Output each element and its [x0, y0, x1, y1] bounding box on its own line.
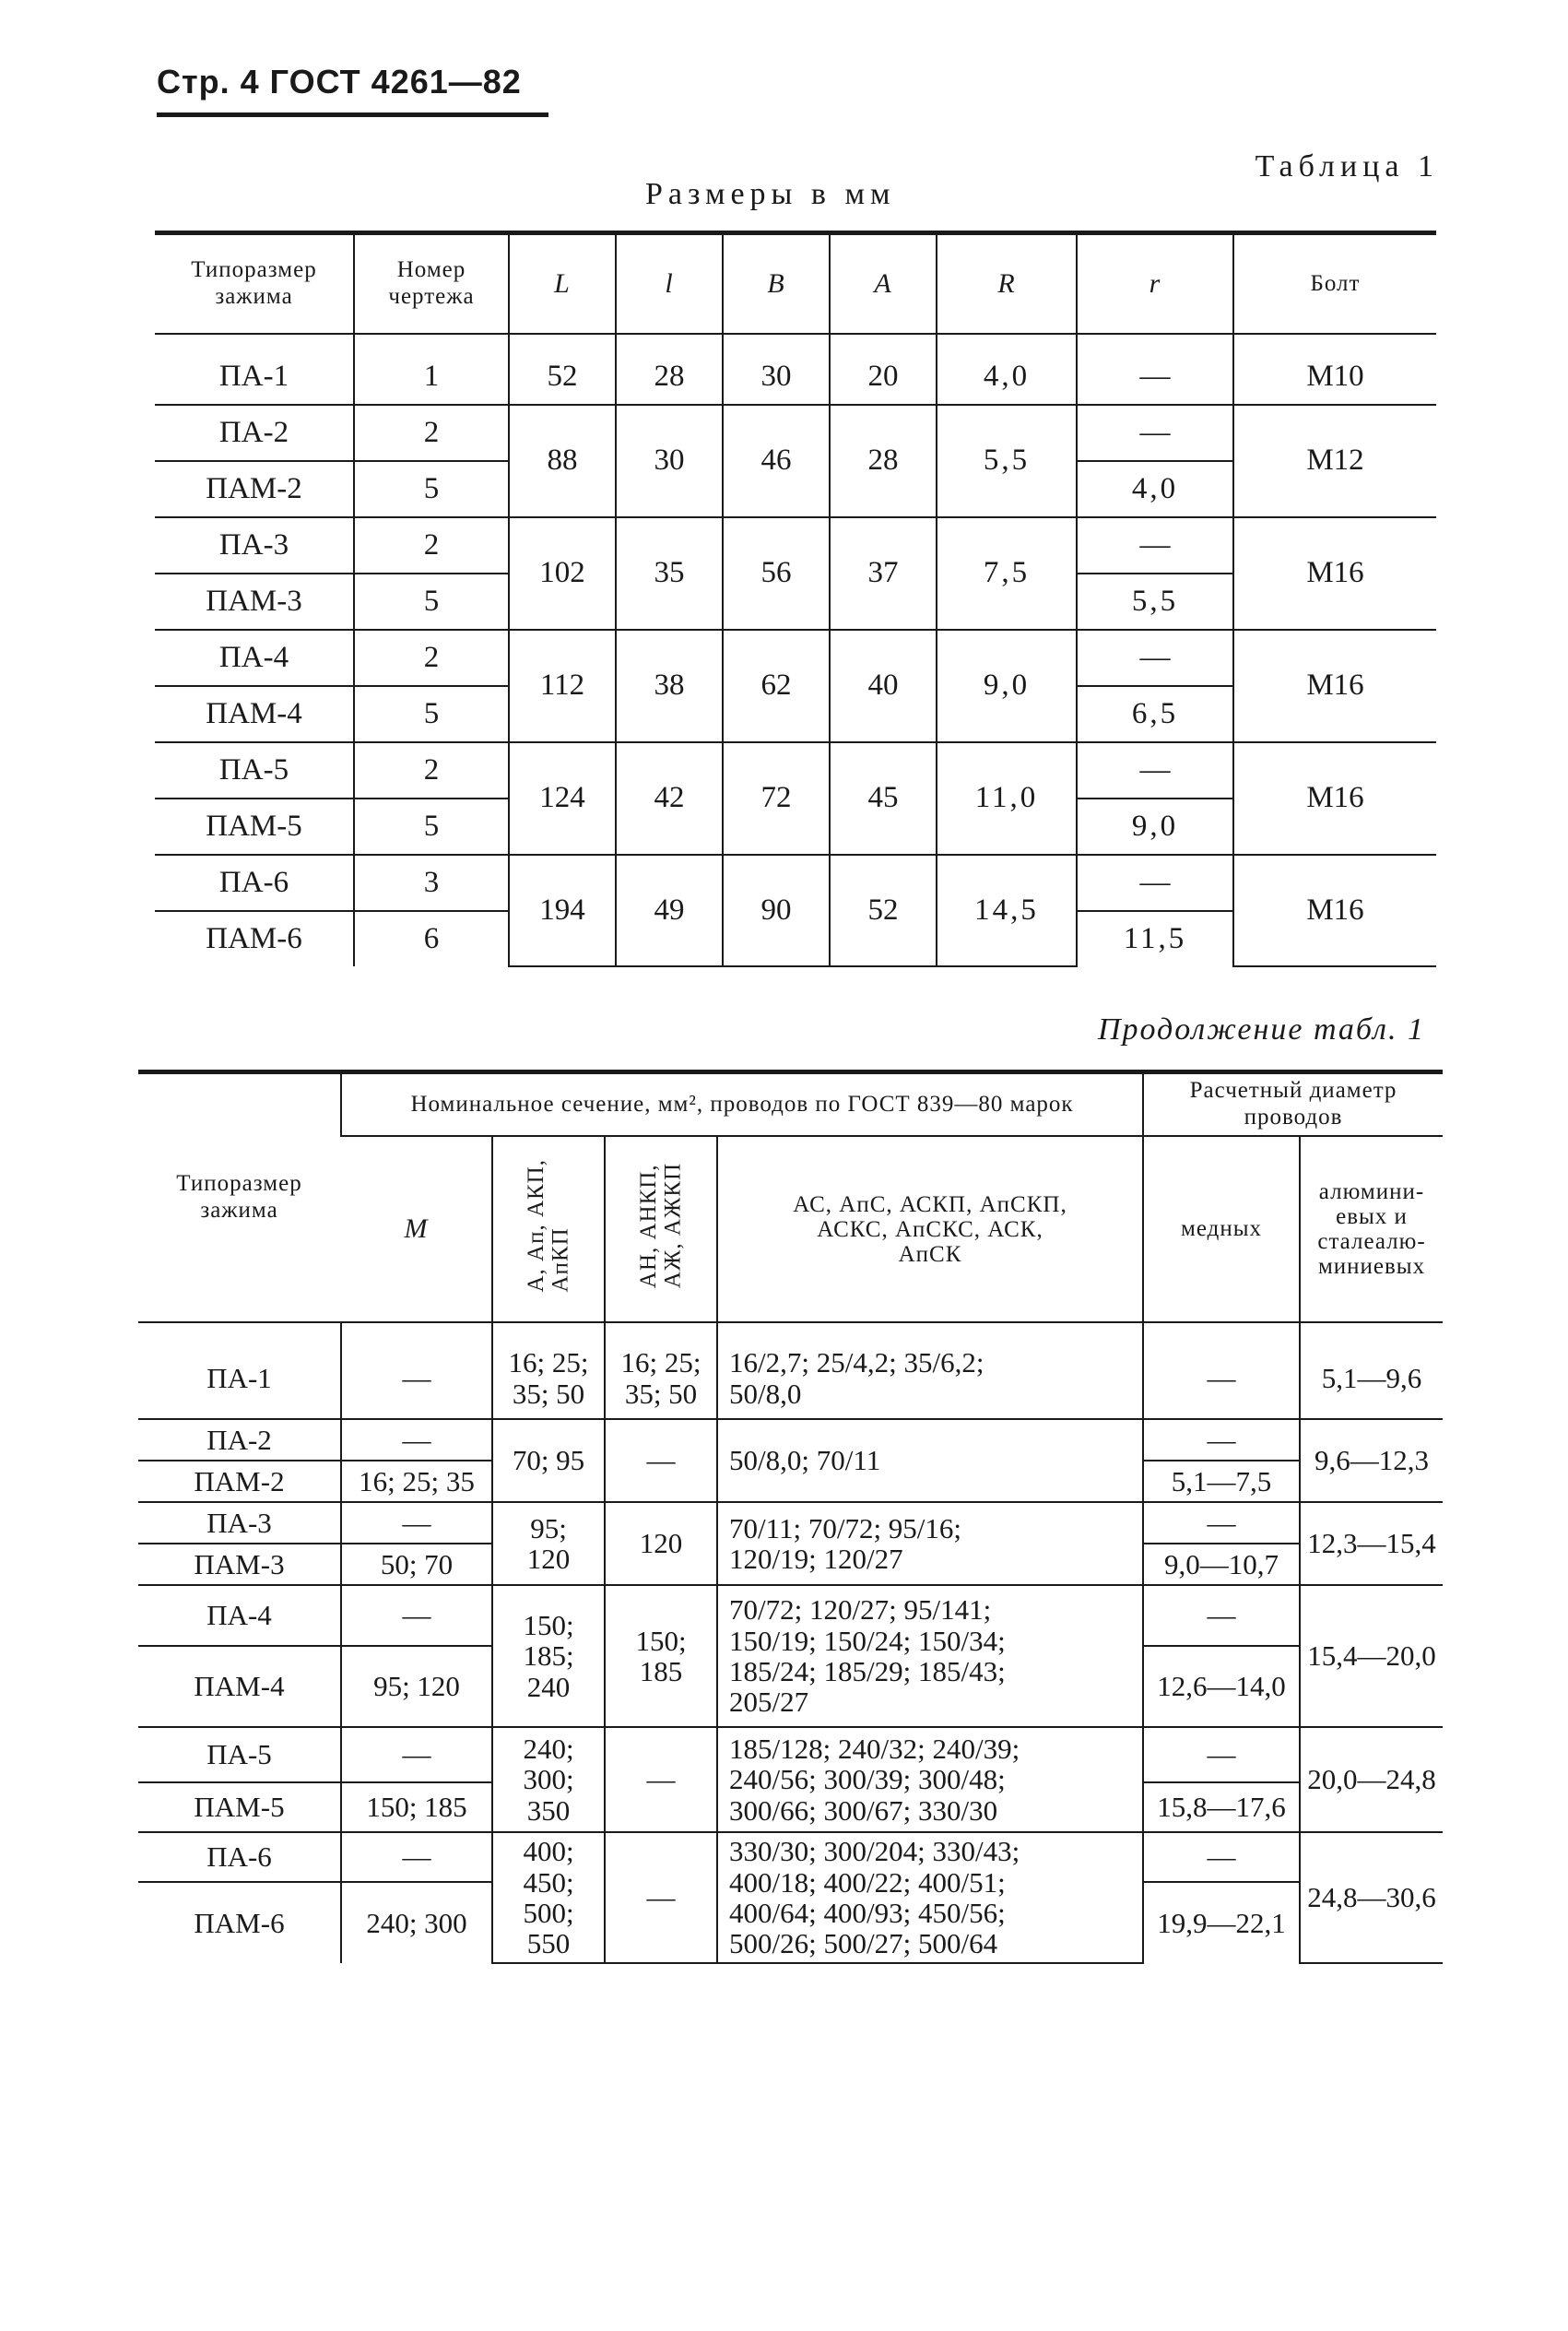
drawing-cell: 2: [354, 742, 509, 799]
alu-cell: 15,4—20,0: [1300, 1585, 1443, 1727]
B-cell: 72: [723, 742, 830, 855]
a-cell: 400; 450; 500; 550: [492, 1832, 605, 1963]
drawing-cell: 5: [354, 686, 509, 742]
r-cell: 4,0: [1077, 461, 1233, 517]
table-row: [138, 1727, 1443, 1782]
col-alu: алюмини- евых и сталеалю- миниевых: [1300, 1136, 1443, 1322]
m-cell: —: [341, 1727, 492, 1782]
table-row: [155, 742, 1436, 799]
type-cell: ПА-3: [155, 517, 354, 574]
type-cell: ПА-6: [155, 855, 354, 911]
drawing-cell: 6: [354, 911, 509, 966]
r-cell: 9,0: [1077, 799, 1233, 855]
m-cell: 240; 300: [341, 1882, 492, 1963]
col-B: B: [723, 233, 830, 335]
table-row: [155, 855, 1436, 911]
drawing-cell: 2: [354, 517, 509, 574]
type-cell: ПАМ-3: [155, 574, 354, 630]
m-cell: 50; 70: [341, 1544, 492, 1585]
col-A: A: [830, 233, 937, 335]
A-cell: 20: [830, 349, 937, 405]
A-cell: 28: [830, 405, 937, 517]
l-cell: 30: [616, 405, 723, 517]
bolt-cell: M16: [1233, 517, 1436, 630]
bolt-cell: M16: [1233, 742, 1436, 855]
m-cell: —: [341, 1419, 492, 1461]
copper-cell: 12,6—14,0: [1143, 1646, 1300, 1727]
type-cell: ПА-1: [155, 349, 354, 405]
l-cell: 42: [616, 742, 723, 855]
R-cell: 7,5: [937, 517, 1077, 630]
type-cell: ПАМ-3: [138, 1544, 341, 1585]
A-cell: 45: [830, 742, 937, 855]
A-cell: 40: [830, 630, 937, 742]
L-cell: 194: [509, 855, 616, 966]
copper-cell: —: [1143, 1832, 1300, 1882]
drawing-cell: 1: [354, 349, 509, 405]
col-copper: медных: [1143, 1136, 1300, 1322]
col-section-group: Номинальное сечение, мм², проводов по ГОСТ 839—80 марок: [341, 1072, 1143, 1137]
r-cell: 6,5: [1077, 686, 1233, 742]
col-type: Типоразмер зажима: [155, 233, 354, 335]
bolt-cell: M10: [1233, 349, 1436, 405]
an-cell: —: [605, 1419, 717, 1502]
table-row: [138, 1419, 1443, 1461]
wire-sections-table: [138, 1070, 1443, 1964]
ac-cell: 16/2,7; 25/4,2; 35/6,2; 50/8,0: [717, 1338, 1143, 1419]
ac-cell: 50/8,0; 70/11: [717, 1419, 1143, 1502]
L-cell: 124: [509, 742, 616, 855]
R-cell: 5,5: [937, 405, 1077, 517]
copper-cell: —: [1143, 1502, 1300, 1544]
m-cell: 150; 185: [341, 1782, 492, 1832]
ac-cell: 330/30; 300/204; 330/43; 400/18; 400/22; 400/51; 400/64; 400/93; 450/56; 500/26; 500/27; 500/64: [717, 1832, 1143, 1963]
type-cell: ПАМ-2: [138, 1461, 341, 1502]
alu-cell: 9,6—12,3: [1300, 1419, 1443, 1502]
type-cell: ПА-3: [138, 1502, 341, 1544]
col-r: r: [1077, 233, 1233, 335]
page-header: Стр. 4 ГОСТ 4261—82: [157, 63, 522, 101]
r-cell: —: [1077, 517, 1233, 574]
B-cell: 56: [723, 517, 830, 630]
table-row: [155, 630, 1436, 686]
L-cell: 102: [509, 517, 616, 630]
table-row: [138, 1832, 1443, 1882]
copper-cell: —: [1143, 1727, 1300, 1782]
type-cell: ПАМ-5: [138, 1782, 341, 1832]
type-cell: ПАМ-4: [155, 686, 354, 742]
a-cell: 16; 25; 35; 50: [492, 1338, 605, 1419]
type-cell: ПА-1: [138, 1338, 341, 1419]
col-diameter-group: Расчетный диаметр проводов: [1143, 1072, 1443, 1137]
ac-cell: 70/72; 120/27; 95/141; 150/19; 150/24; 150/34; 185/24; 185/29; 185/43; 205/27: [717, 1585, 1143, 1727]
copper-cell: 5,1—7,5: [1143, 1461, 1300, 1502]
col-l: l: [616, 233, 723, 335]
L-cell: 112: [509, 630, 616, 742]
table-row: [155, 349, 1436, 405]
table-label: Таблица 1: [1255, 149, 1439, 183]
bolt-cell: M12: [1233, 405, 1436, 517]
copper-cell: 15,8—17,6: [1143, 1782, 1300, 1832]
m-cell: —: [341, 1832, 492, 1882]
type-cell: ПАМ-2: [155, 461, 354, 517]
alu-cell: 24,8—30,6: [1300, 1832, 1443, 1963]
an-cell: —: [605, 1727, 717, 1832]
a-cell: 70; 95: [492, 1419, 605, 1502]
m-cell: —: [341, 1502, 492, 1544]
R-cell: 14,5: [937, 855, 1077, 966]
m-cell: 16; 25; 35: [341, 1461, 492, 1502]
r-cell: 5,5: [1077, 574, 1233, 630]
r-cell: —: [1077, 349, 1233, 405]
drawing-cell: 2: [354, 630, 509, 686]
r-cell: —: [1077, 405, 1233, 461]
type-cell: ПАМ-5: [155, 799, 354, 855]
copper-cell: —: [1143, 1585, 1300, 1646]
table-row: [138, 1338, 1443, 1419]
type-cell: ПА-2: [155, 405, 354, 461]
drawing-cell: 5: [354, 799, 509, 855]
col-type: Типоразмер зажима: [138, 1072, 341, 1323]
L-cell: 88: [509, 405, 616, 517]
col-R: R: [937, 233, 1077, 335]
an-cell: 150; 185: [605, 1585, 717, 1727]
table-row: [138, 1502, 1443, 1544]
drawing-cell: 5: [354, 461, 509, 517]
B-cell: 30: [723, 349, 830, 405]
B-cell: 62: [723, 630, 830, 742]
an-cell: 16; 25; 35; 50: [605, 1338, 717, 1419]
alu-cell: 5,1—9,6: [1300, 1338, 1443, 1419]
col-bolt: Болт: [1233, 233, 1436, 335]
r-cell: —: [1077, 630, 1233, 686]
l-cell: 49: [616, 855, 723, 966]
dimensions-table: [155, 231, 1436, 967]
col-m: М: [341, 1136, 492, 1322]
m-cell: 95; 120: [341, 1646, 492, 1727]
B-cell: 46: [723, 405, 830, 517]
ac-cell: 70/11; 70/72; 95/16; 120/19; 120/27: [717, 1502, 1143, 1585]
l-cell: 35: [616, 517, 723, 630]
R-cell: 4,0: [937, 349, 1077, 405]
drawing-cell: 3: [354, 855, 509, 911]
r-cell: 11,5: [1077, 911, 1233, 966]
type-cell: ПА-4: [138, 1585, 341, 1646]
type-cell: ПА-4: [155, 630, 354, 686]
l-cell: 28: [616, 349, 723, 405]
bolt-cell: M16: [1233, 855, 1436, 966]
bolt-cell: M16: [1233, 630, 1436, 742]
an-cell: 120: [605, 1502, 717, 1585]
alu-cell: 12,3—15,4: [1300, 1502, 1443, 1585]
m-cell: —: [341, 1338, 492, 1419]
drawing-cell: 5: [354, 574, 509, 630]
R-cell: 11,0: [937, 742, 1077, 855]
table-row: [138, 1585, 1443, 1646]
copper-cell: —: [1143, 1419, 1300, 1461]
col-an: АН, АНКП, АЖ, АЖКП: [635, 1163, 685, 1289]
header-rule: [157, 112, 548, 117]
continuation-label: Продолжение табл. 1: [1097, 1012, 1425, 1047]
B-cell: 90: [723, 855, 830, 966]
a-cell: 150; 185; 240: [492, 1585, 605, 1727]
type-cell: ПА-5: [138, 1727, 341, 1782]
copper-cell: 9,0—10,7: [1143, 1544, 1300, 1585]
a-cell: 240; 300; 350: [492, 1727, 605, 1832]
alu-cell: 20,0—24,8: [1300, 1727, 1443, 1832]
ac-cell: 185/128; 240/32; 240/39; 240/56; 300/39; 300/48; 300/66; 300/67; 330/30: [717, 1727, 1143, 1832]
an-cell: —: [605, 1832, 717, 1963]
A-cell: 52: [830, 855, 937, 966]
r-cell: —: [1077, 855, 1233, 911]
R-cell: 9,0: [937, 630, 1077, 742]
copper-cell: —: [1143, 1338, 1300, 1419]
table-row: [155, 405, 1436, 461]
type-cell: ПА-6: [138, 1832, 341, 1882]
L-cell: 52: [509, 349, 616, 405]
type-cell: ПА-5: [155, 742, 354, 799]
r-cell: —: [1077, 742, 1233, 799]
col-ac: АС, АпС, АСКП, АпСКП, АСКС, АпСКС, АСК, АпСК: [717, 1136, 1143, 1322]
type-cell: ПАМ-6: [206, 921, 302, 955]
table-row: [155, 517, 1436, 574]
A-cell: 37: [830, 517, 937, 630]
col-a: А, Ап, АКП, АпКП: [523, 1158, 572, 1293]
col-L: L: [509, 233, 616, 335]
type-cell: ПА-2: [138, 1419, 341, 1461]
type-cell: ПАМ-6: [194, 1906, 285, 1939]
copper-cell: 19,9—22,1: [1143, 1882, 1300, 1963]
a-cell: 95; 120: [492, 1502, 605, 1585]
drawing-cell: 2: [354, 405, 509, 461]
col-drawing: Номер чертежа: [354, 233, 509, 335]
type-cell: ПАМ-4: [138, 1646, 341, 1727]
m-cell: —: [341, 1585, 492, 1646]
units-caption: Размеры в мм: [645, 177, 896, 211]
l-cell: 38: [616, 630, 723, 742]
